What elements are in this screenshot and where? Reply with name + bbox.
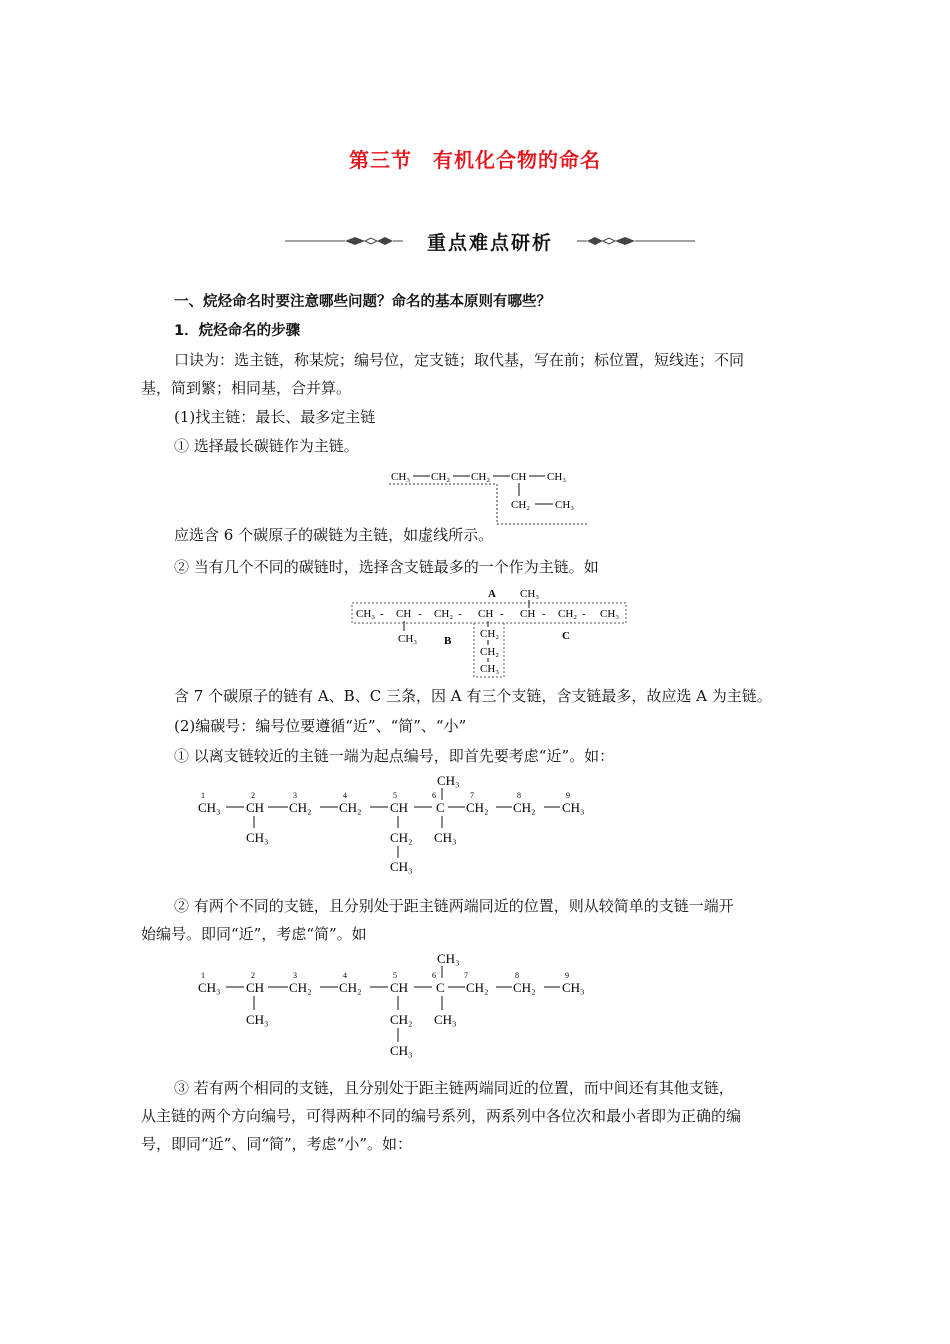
atom-group: CH₃ [555, 499, 575, 511]
section-banner [285, 228, 695, 256]
atom-group: CH [246, 800, 265, 815]
paragraph: ② 当有几个不同的碳链时，选择含支链最多的一个作为主链。如 [174, 558, 599, 576]
atom-group: CH₃ [246, 830, 269, 845]
atom-group: CH₃ [390, 859, 413, 874]
atom-group: CH [511, 471, 527, 483]
svg-text:-: - [500, 608, 504, 620]
chain-label-a: A [488, 588, 496, 600]
atom-group: CH₃ [480, 663, 500, 675]
locant: 5 [393, 971, 397, 980]
atom-group: CH [246, 980, 265, 995]
locant: 2 [251, 791, 255, 800]
atom-group: CH₃ [520, 588, 540, 600]
banner-title: 重点难点研析 [426, 232, 553, 254]
svg-text:-: - [418, 608, 422, 620]
atom-group: C [436, 800, 445, 815]
locant: 9 [565, 971, 569, 980]
locant: 3 [293, 791, 297, 800]
locant: 3 [293, 971, 297, 980]
locant: 7 [464, 971, 468, 980]
structure-diagram-2 [348, 583, 633, 681]
chain-label-c: C [562, 630, 570, 642]
paragraph: (2)编碳号：编号位要遵循“近”、“简”、“小” [174, 717, 467, 735]
atom-group: CH₃ [562, 980, 585, 995]
atom-group: CH₂ [431, 471, 451, 483]
atom-group: CH [520, 608, 536, 620]
atom-group: CH [390, 800, 409, 815]
atom-group: CH₂ [390, 830, 413, 845]
paragraph: 始编号。即同“近”，考虑“简”。如 [141, 925, 367, 943]
atom-group: CH₃ [547, 471, 567, 483]
atom-group: CH₃ [391, 471, 411, 483]
locant: 1 [201, 791, 205, 800]
atom-group: CH₃ [600, 608, 620, 620]
chain-label-b: B [444, 635, 452, 647]
svg-text:-: - [458, 608, 462, 620]
paragraph: 应选含 6 个碳原子的碳链为主链，如虚线所示。 [174, 526, 494, 544]
atom-group: CH [390, 980, 409, 995]
structure-diagram-4 [192, 948, 612, 1060]
paragraph: ① 选择最长碳链作为主链。 [174, 437, 359, 455]
svg-text:-: - [542, 608, 546, 620]
atom-group: CH₂ [471, 471, 491, 483]
svg-text:-: - [380, 608, 384, 620]
atom-group: CH [478, 608, 494, 620]
paragraph: ③ 若有两个相同的支链，且分别处于距主链两端同近的位置，而中间还有其他支链， [174, 1079, 734, 1097]
locant: 6 [432, 791, 436, 800]
subsection-heading: 1．烷烃命名的步骤 [174, 323, 301, 339]
locant: 8 [517, 791, 521, 800]
paragraph: (1)找主链：最长、最多定主链 [174, 408, 376, 426]
paragraph: ① 以离支链较近的主链一端为起点编号，即首先要考虑“近”。如： [174, 747, 615, 765]
atom-group: CH₃ [562, 800, 585, 815]
structure-diagram-3 [192, 770, 612, 876]
locant: 4 [343, 971, 347, 980]
page-title: 第三节 有机化合物的命名 [349, 148, 601, 172]
atom-group: CH₂ [466, 980, 489, 995]
locant: 1 [201, 971, 205, 980]
atom-group: CH₃ [434, 1012, 457, 1027]
atom-group: CH₂ [511, 499, 531, 511]
locant: 9 [566, 791, 570, 800]
section-heading: 一、烷烃命名时要注意哪些问题？命名的基本原则有哪些？ [174, 294, 551, 310]
svg-text:-: - [582, 608, 586, 620]
atom-group: CH₃ [356, 608, 376, 620]
atom-group: CH₂ [466, 800, 489, 815]
paragraph: 含 7 个碳原子的链有 A、B、C 三条，因 A 有三个支链，含支链最多，故应选 A 为主链。 [174, 687, 772, 705]
atom-group: C [436, 980, 445, 995]
atom-group: CH₂ [480, 646, 500, 658]
atom-group: CH₃ [390, 1043, 413, 1058]
locant: 5 [393, 791, 397, 800]
atom-group: CH₂ [390, 1012, 413, 1027]
atom-group: CH₃ [398, 633, 418, 645]
paragraph: 从主链的两个方向编号，可得两种不同的编号系列，两系列中各位次和最小者即为正确的编 [141, 1107, 742, 1125]
atom-group: CH₂ [480, 628, 500, 640]
paragraph: ② 有两个不同的支链，且分别处于距主链两端同近的位置，则从较简单的支链一端开 [174, 897, 734, 915]
atom-group: CH₃ [198, 980, 221, 995]
atom-group: CH₂ [434, 608, 454, 620]
atom-group: CH₂ [289, 800, 312, 815]
atom-group: CH₂ [558, 608, 578, 620]
atom-group: CH₂ [339, 980, 362, 995]
structure-diagram-1 [385, 462, 600, 530]
atom-group: CH₃ [246, 1012, 269, 1027]
atom-group: CH₂ [339, 800, 362, 815]
locant: 4 [343, 791, 347, 800]
paragraph: 口诀为：选主链，称某烷；编号位，定支链；取代基，写在前；标位置，短线连；不同 [174, 351, 745, 369]
atom-group: CH₂ [513, 980, 536, 995]
locant: 7 [470, 791, 474, 800]
locant: 2 [251, 971, 255, 980]
paragraph: 号，即同“近”、同“简”，考虑“小”。如： [141, 1135, 413, 1153]
paragraph: 基，简到繁；相同基，合并算。 [141, 379, 352, 397]
atom-group: CH₃ [437, 773, 460, 788]
locant: 6 [432, 971, 436, 980]
atom-group: CH₃ [437, 951, 460, 966]
atom-group: CH₃ [198, 800, 221, 815]
atom-group: CH₃ [434, 830, 457, 845]
locant: 8 [515, 971, 519, 980]
atom-group: CH [396, 608, 412, 620]
atom-group: CH₂ [289, 980, 312, 995]
atom-group: CH₂ [513, 800, 536, 815]
